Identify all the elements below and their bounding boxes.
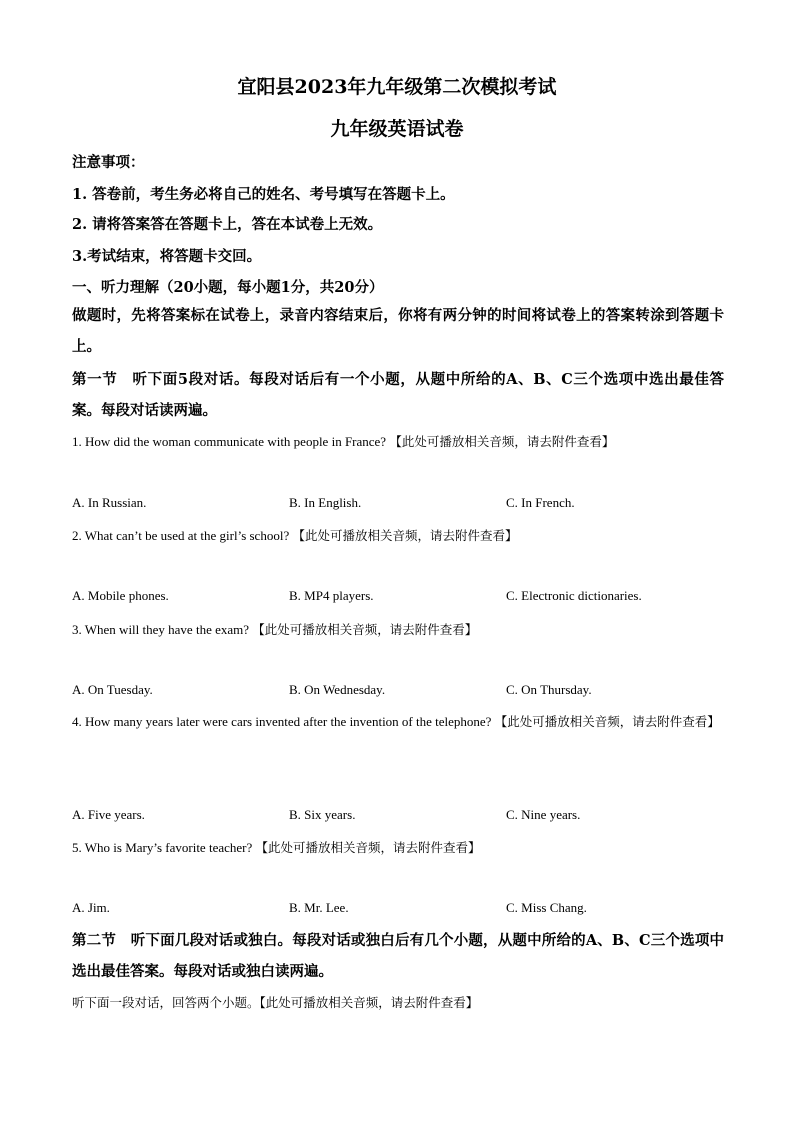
audio-note[interactable]: 【此处可播放相关音频，请去附件查看】 [494, 714, 720, 729]
section2-intro [72, 993, 478, 1011]
option-a[interactable]: A. In Russian. [72, 495, 147, 510]
option-c[interactable]: C. On Thursday. [506, 682, 592, 697]
part1-instruction: 做题时，先将答案标在试卷上，录音内容结束后，你将有两分钟的时间将试卷上的答案转涂到答题卡上。 [72, 307, 724, 355]
section2-heading: 第二节 听下面几段对话或独白。每段对话或独白后有几个小题，从题中所给的A、B、C三个选项中选出最佳答案。每段对话或独白读两遍。 [72, 932, 724, 980]
option-c[interactable]: C. Electronic dictionaries. [506, 588, 642, 603]
notes-item: 2. 请将答案答在答题卡上，答在本试卷上无效。 [72, 216, 383, 233]
question-2 [72, 526, 517, 544]
option-c[interactable]: C. In French. [506, 495, 575, 510]
intro-text: 听下面一段对话，回答两个小题。 [72, 995, 260, 1010]
option-c[interactable]: C. Miss Chang. [506, 900, 587, 915]
question-5 [72, 838, 481, 856]
audio-note[interactable]: 【此处可播放相关音频，请去附件查看】 [252, 622, 478, 637]
question-stem: 5. Who is Mary’s favorite teacher? [72, 840, 253, 855]
option-b[interactable]: B. On Wednesday. [289, 682, 386, 697]
option-c[interactable]: C. Nine years. [506, 807, 581, 822]
option-b[interactable]: B. Six years. [289, 807, 356, 822]
question-3 [72, 620, 477, 638]
question-stem: 2. What can’t be used at the girl’s school? [72, 528, 290, 543]
question-4 [72, 706, 722, 737]
exam-title: 宜阳县2023年九年级第二次模拟考试 [237, 76, 557, 98]
question-1 [72, 432, 614, 450]
audio-note[interactable]: 【此处可播放相关音频，请去附件查看】 [255, 840, 481, 855]
option-a[interactable]: A. Mobile phones. [72, 588, 169, 603]
audio-note[interactable]: 【此处可播放相关音频，请去附件查看】 [259, 995, 479, 1010]
section1-heading: 第一节 听下面5段对话。每段对话后有一个小题，从题中所给的A、B、C三个选项中选出最佳答案。每段对话读两遍。 [72, 371, 724, 419]
question-stem: 4. How many years later were cars invented after the invention of the telephone? [72, 714, 492, 729]
option-b[interactable]: B. In English. [289, 495, 362, 510]
question-stem: 3. When will they have the exam? [72, 622, 250, 637]
notes-heading: 注意事项： [72, 154, 145, 171]
audio-note[interactable]: 【此处可播放相关音频，请去附件查看】 [389, 434, 615, 449]
option-b[interactable]: B. MP4 players. [289, 588, 374, 603]
option-b[interactable]: B. Mr. Lee. [289, 900, 349, 915]
exam-subtitle: 九年级英语试卷 [330, 118, 464, 140]
part1-heading: 一、听力理解（20小题，每小题1分，共20分） [72, 279, 384, 296]
option-a[interactable]: A. On Tuesday. [72, 682, 153, 697]
option-a[interactable]: A. Five years. [72, 807, 145, 822]
question-stem: 1. How did the woman communicate with people in France? [72, 434, 387, 449]
notes-item: 1. 答卷前，考生务必将自己的姓名、考号填写在答题卡上。 [72, 186, 455, 203]
notes-item: 3.考试结束，将答题卡交回。 [72, 248, 262, 265]
audio-note[interactable]: 【此处可播放相关音频，请去附件查看】 [292, 528, 518, 543]
option-a[interactable]: A. Jim. [72, 900, 110, 915]
